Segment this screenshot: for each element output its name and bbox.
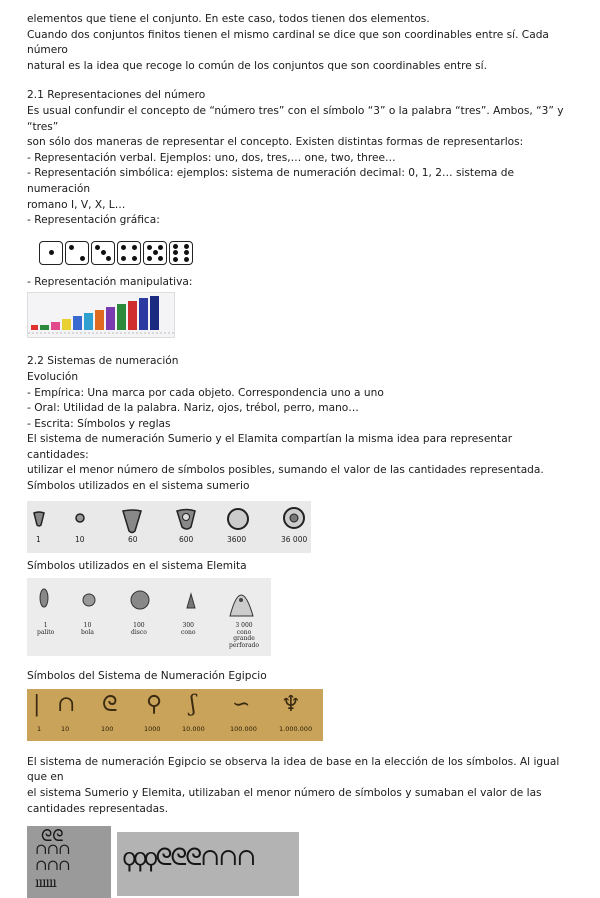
inscription-stone-2 xyxy=(117,832,299,896)
elam-label-300: 300 cono xyxy=(181,622,196,636)
sum-label-3600: 3600 xyxy=(227,535,247,545)
symbolic-representation: - Representación simbólica: ejemplos: sistema de numeración decimal: 0, 1, 2… sistema de numeración xyxy=(27,167,515,195)
sum-label-60: 60 xyxy=(128,535,138,545)
egy-label-10: 10 xyxy=(61,725,70,734)
intro-line-1: elementos que tiene el conjunto. En este caso, todos tienen dos elementos. xyxy=(27,13,430,25)
s22-paragraph-1: El sistema de numeración Sumerio y el Elamita compartían la misma idea para representar cantidades: xyxy=(27,433,513,461)
number-rods-image xyxy=(27,292,175,338)
egy-label-100000: 100.000 xyxy=(230,725,257,734)
die-five xyxy=(143,241,167,265)
egy-god-glyph: ♆ xyxy=(281,691,301,717)
die-two xyxy=(65,241,89,265)
intro-line-2: Cuando dos conjuntos finitos tienen el mismo cardinal se dice que son coordinables entre sí. Cada número xyxy=(27,28,549,57)
intro-line-3: natural es la idea que recoge lo común de los conjuntos que son coordinables entre sí. xyxy=(27,59,487,72)
sumerian-symbols-image xyxy=(27,501,311,553)
coil-glyphs: ᘓᘓ xyxy=(41,826,64,846)
section-2-1-title: 2.1 Representaciones del número xyxy=(27,89,206,102)
elam-label-100: 100 disco xyxy=(131,622,147,636)
symbolic-representation-cont: romano I, V, X, L… xyxy=(27,198,126,211)
egy-heel-glyph: ∩ xyxy=(57,691,76,717)
egy-label-1000000: 1.000.000 xyxy=(279,725,313,734)
graphic-representation: - Representación gráfica: xyxy=(27,214,160,227)
egy-coil-glyph: ᘓ xyxy=(102,691,118,717)
document-page xyxy=(27,12,577,898)
manipulative-representation: - Representación manipulativa: xyxy=(27,275,193,288)
sum-label-36000: 36 000 xyxy=(281,535,308,545)
egyptian-caption: Símbolos del Sistema de Numeración Egipcio xyxy=(27,670,267,683)
dice-image xyxy=(39,241,577,267)
egy-label-1000: 1000 xyxy=(144,725,161,734)
egyptian-symbols-image xyxy=(27,689,323,741)
egy-lotus-glyph: ⚲ xyxy=(146,691,163,717)
die-six xyxy=(169,241,193,265)
s22-paragraph-2: utilizar el menor número de símbolos posibles, sumando el valor de las cantidades representada. xyxy=(27,464,544,477)
s21-paragraph-1: Es usual confundir el concepto de “número tres” con el símbolo “3” o la palabra “tres”. Ambos, “3” y “tres” xyxy=(27,104,564,133)
egy-label-100: 100 xyxy=(101,725,114,734)
heel-glyphs-row-1: ∩∩∩ xyxy=(35,840,70,859)
egyptian-paragraph-2: el sistema Sumerio y Elemita, utilizaban el menor número de símbolos y sumaban el valor de las xyxy=(27,787,542,800)
die-one xyxy=(39,241,63,265)
die-three xyxy=(91,241,115,265)
elam-label-10: 10 bola xyxy=(81,622,94,636)
elamite-caption: Símbolos utilizados en el sistema Elemita xyxy=(27,559,247,572)
die-four xyxy=(117,241,141,265)
elamite-symbols-image xyxy=(27,578,271,656)
egy-label-1: 1 xyxy=(37,725,42,734)
egy-label-10000: 10.000 xyxy=(182,725,205,734)
verbal-representation: - Representación verbal. Ejemplos: uno, dos, tres,… one, two, three… xyxy=(27,151,396,164)
section-2-2-title: 2.2 Sistemas de numeración xyxy=(27,355,179,368)
sum-label-1: 1 xyxy=(36,535,41,545)
egy-stroke-glyph: | xyxy=(33,691,41,717)
egy-finger-glyph: ʃ xyxy=(190,691,196,717)
egyptian-paragraph-1: El sistema de numeración Egipcio se observa la idea de base en la elección de los símbolos. Al igual que en xyxy=(27,755,560,784)
sumerian-caption: Símbolos utilizados en el sistema sumerio xyxy=(27,480,250,493)
egyptian-paragraph-3: cantidades representadas. xyxy=(27,802,168,815)
heel-glyphs-row-2: ∩∩∩ xyxy=(35,856,70,875)
inscription-glyph-row: ⚲⚲⚲ᘓᘓᘓ∩∩∩ xyxy=(123,843,255,872)
empirical-item: - Empírica: Una marca por cada objeto. Correspondencia uno a uno xyxy=(27,386,384,399)
inscription-stone-1 xyxy=(27,826,111,898)
sum-label-600: 600 xyxy=(179,535,194,545)
egyptian-inscriptions xyxy=(27,826,577,898)
evolution-subtitle: Evolución xyxy=(27,370,79,383)
sum-label-10: 10 xyxy=(75,535,85,545)
elam-label-1: 1 palito xyxy=(37,622,55,636)
written-item: - Escrita: Símbolos y reglas xyxy=(27,417,171,430)
elam-label-3000: 3 000 cono grande perforado xyxy=(229,622,259,649)
oral-item: - Oral: Utilidad de la palabra. Nariz, ojos, trébol, perro, mano… xyxy=(27,402,359,415)
s21-paragraph-2: son sólo dos maneras de representar el concepto. Existen distintas formas de representarlos: xyxy=(27,136,524,149)
stroke-glyphs: ıııııı xyxy=(35,875,56,892)
egy-tadpole-glyph: ∽ xyxy=(232,691,251,717)
